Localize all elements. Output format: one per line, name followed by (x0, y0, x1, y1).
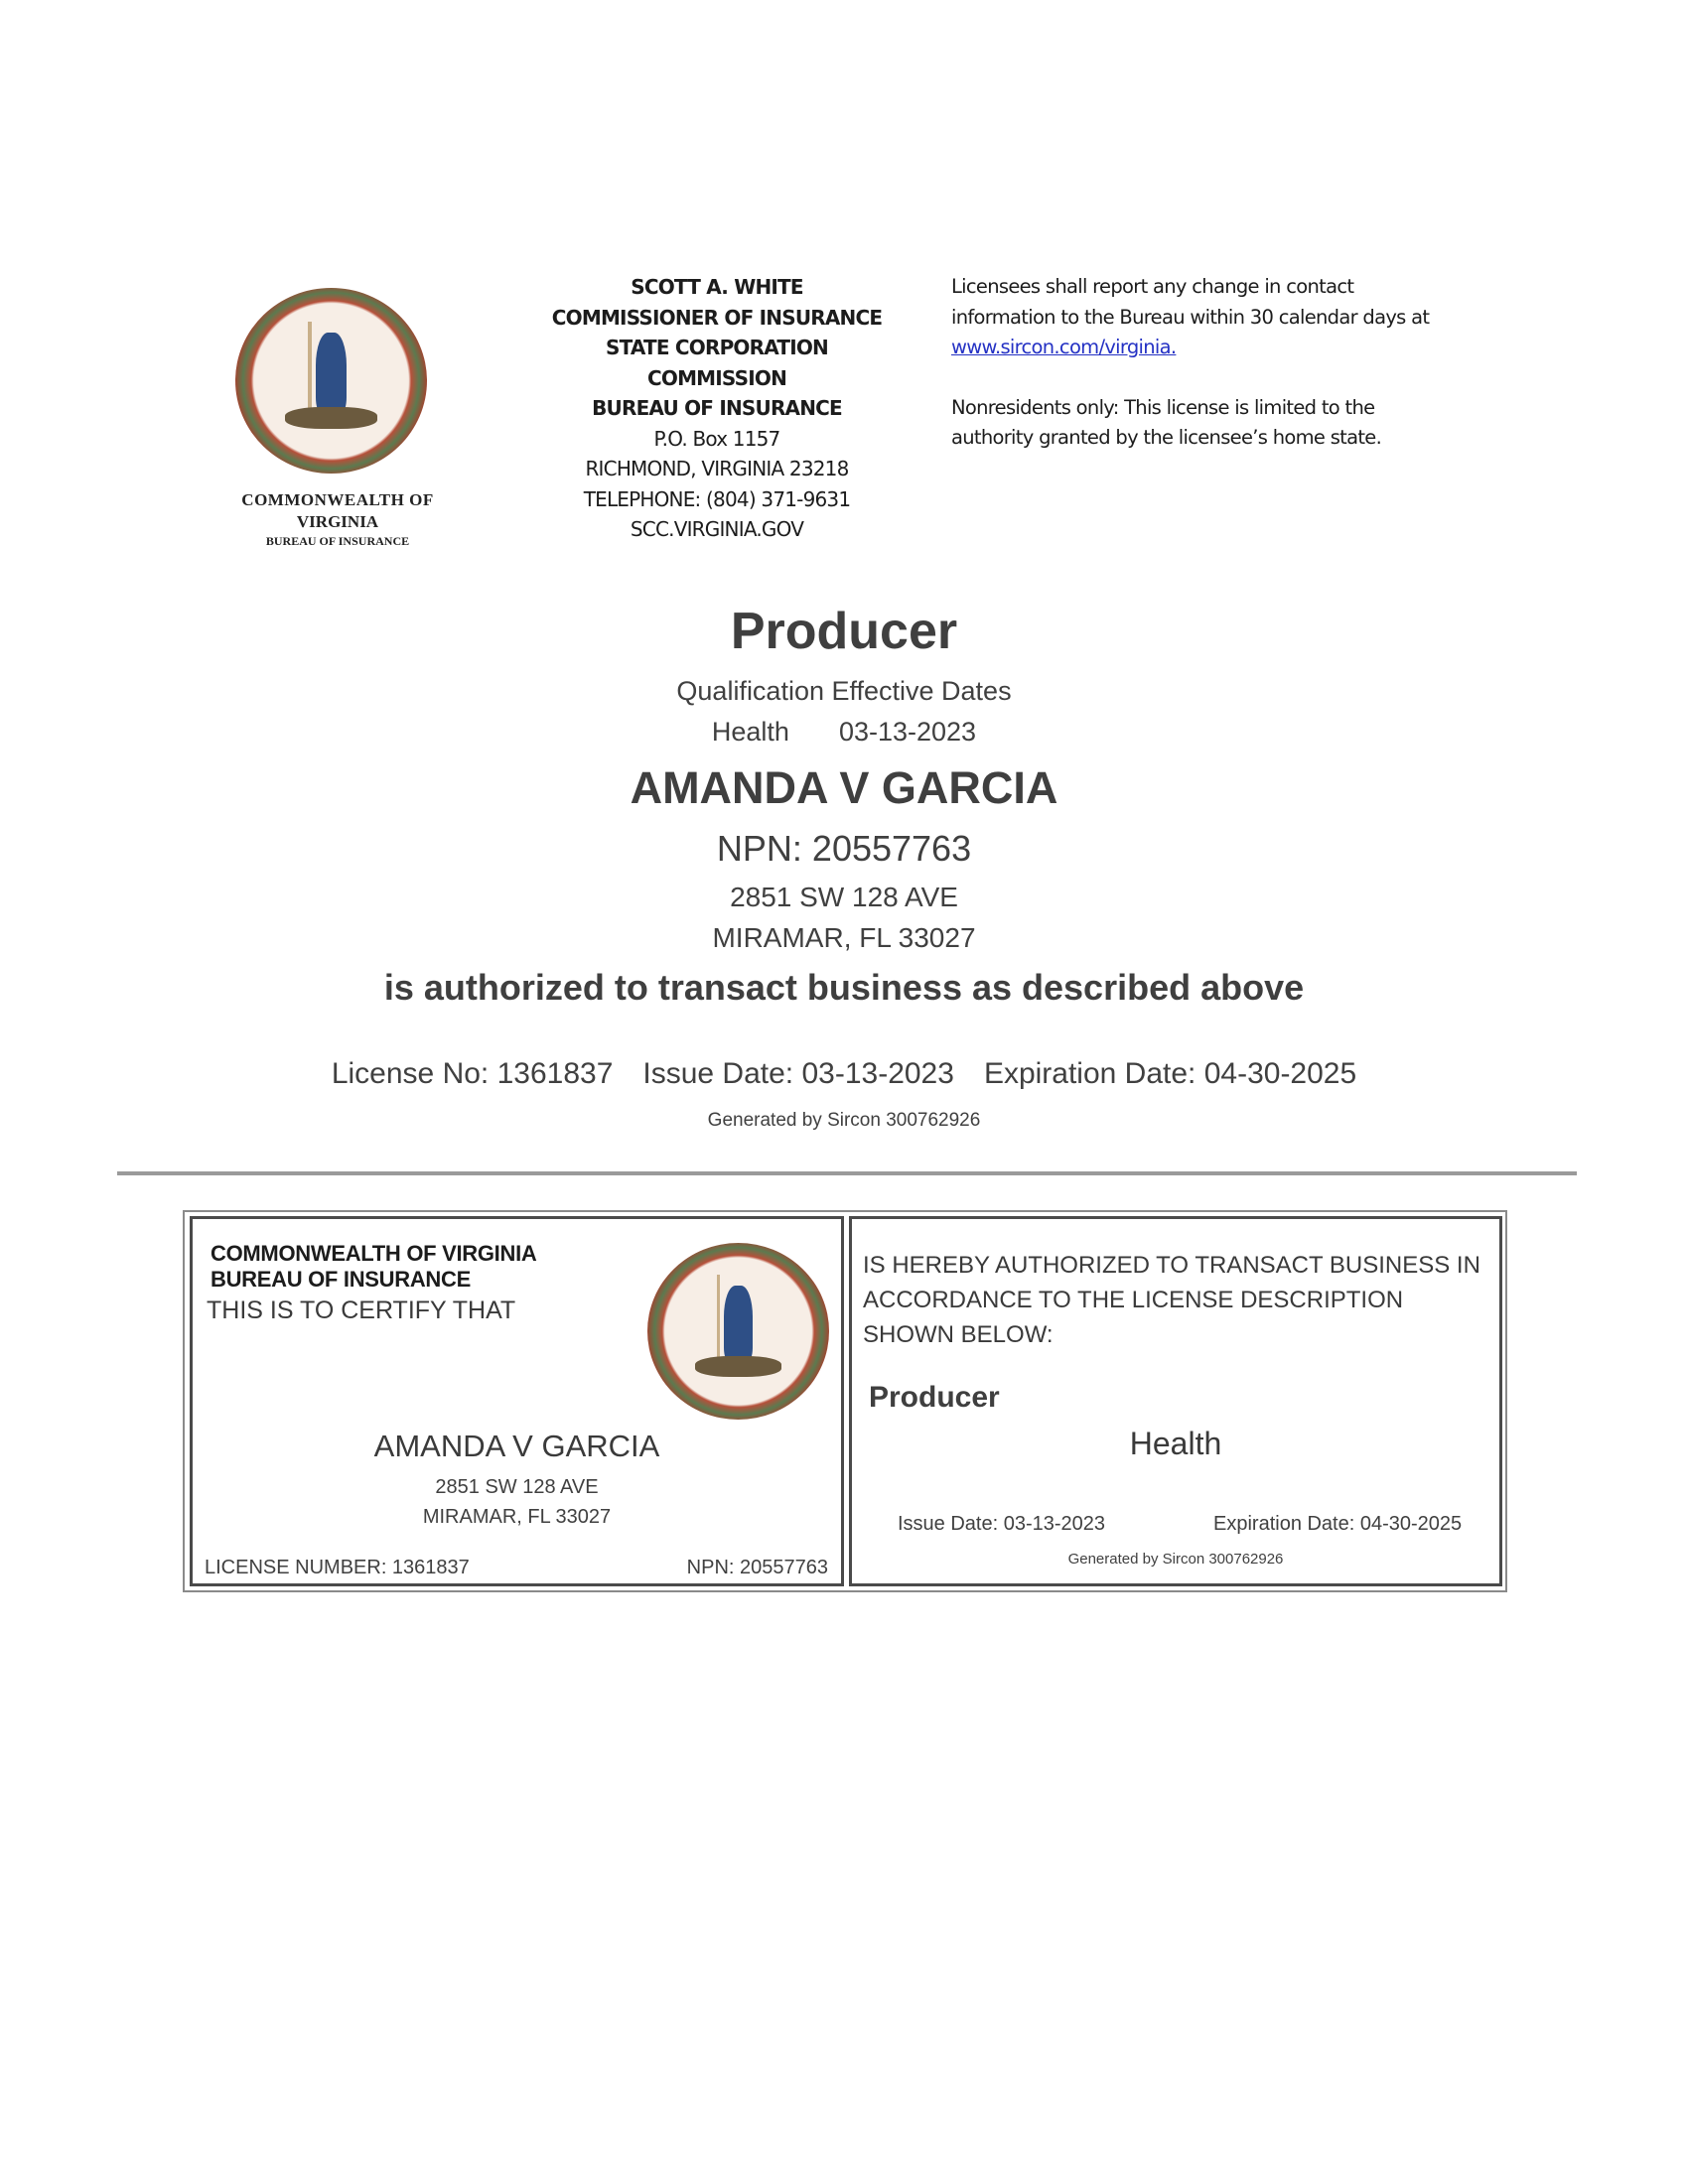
expiration-date: Expiration Date: 04-30-2025 (983, 1057, 1357, 1090)
nonresident-line: Nonresidents only: This license is limited to the (951, 395, 1375, 419)
card-org-line2: BUREAU OF INSURANCE (211, 1267, 471, 1292)
nonresident-line: authority granted by the licensee’s home state. (951, 426, 1382, 449)
card-licensee-name: AMANDA V GARCIA (373, 1429, 660, 1463)
qualification-heading: Qualification Effective Dates (676, 676, 1012, 706)
commissioner-address-block (536, 272, 898, 545)
seal-caption-line1: COMMONWEALTH OF (241, 490, 434, 509)
commissioner-line: BUREAU OF INSURANCE (592, 396, 842, 420)
virginia-seal-icon (235, 288, 427, 474)
license-type-title: Producer (730, 603, 958, 660)
commissioner-line: RICHMOND, VIRGINIA 23218 (585, 457, 849, 480)
authorization-statement: is authorized to transact business as described above (383, 967, 1305, 1008)
card-license-number: LICENSE NUMBER: 1361837 (205, 1557, 470, 1578)
licensee-name: AMANDA V GARCIA (630, 762, 1058, 813)
license-details-row (0, 1057, 1688, 1091)
commissioner-line: P.O. Box 1157 (653, 426, 780, 451)
address-line2: MIRAMAR, FL 33027 (712, 922, 976, 953)
license-number: License No: 1361837 (331, 1057, 614, 1090)
address-line1: 2851 SW 128 AVE (730, 882, 958, 912)
card-issue-date: Issue Date: 03-13-2023 (898, 1513, 1106, 1535)
card-line-of-authority: Health (1129, 1426, 1222, 1461)
notice-line: information to the Bureau within 30 calendar days at (951, 305, 1430, 329)
generated-by: Generated by Sircon 300762926 (707, 1110, 981, 1131)
commissioner-line: COMMISSION (646, 365, 787, 390)
notice-line: Licensees shall report any change in contact (951, 275, 1354, 298)
card-certify-text: THIS IS TO CERTIFY THAT (207, 1297, 516, 1324)
seal-base (695, 1356, 782, 1377)
card-authorization-text: IS HEREBY AUTHORIZED TO TRANSACT BUSINESS IN ACCORDANCE TO THE LICENSE DESCRIPTION SHOWN BELOW: (863, 1252, 1480, 1348)
licensee-notice (951, 272, 1507, 454)
section-divider (117, 1171, 1577, 1175)
seal-caption-line2: VIRGINIA (296, 512, 379, 531)
seal-base (285, 407, 377, 429)
seal-figure (316, 333, 347, 414)
seal-figure (724, 1286, 753, 1363)
card-license-type: Producer (869, 1381, 1000, 1414)
card-npn: NPN: 20557763 (686, 1557, 828, 1578)
qualification-row (0, 717, 1688, 748)
qualification-date: 03-13-2023 (838, 717, 977, 747)
commissioner-line: COMMISSIONER OF INSURANCE (551, 305, 883, 330)
issue-date: Issue Date: 03-13-2023 (642, 1057, 954, 1090)
card-generated-by: Generated by Sircon 300762926 (1067, 1551, 1284, 1568)
card-address-line2: MIRAMAR, FL 33027 (422, 1506, 612, 1528)
commissioner-line: STATE CORPORATION (606, 336, 828, 359)
qualification-name: Health (711, 717, 789, 747)
licensee-npn: NPN: 20557763 (716, 828, 972, 869)
card-org-line1: COMMONWEALTH OF VIRGINIA (211, 1241, 537, 1266)
sircon-link[interactable]: www.sircon.com/virginia. (951, 336, 1177, 358)
commissioner-line: SCOTT A. WHITE (631, 275, 803, 299)
commissioner-line: SCC.VIRGINIA.GOV (630, 517, 804, 541)
card-address-line1: 2851 SW 128 AVE (435, 1476, 599, 1498)
virginia-seal-icon (647, 1243, 829, 1420)
seal-caption-line3: BUREAU OF INSURANCE (265, 534, 410, 548)
card-expiration-date: Expiration Date: 04-30-2025 (1213, 1513, 1463, 1535)
commissioner-line: TELEPHONE: (804) 371-9631 (583, 486, 851, 511)
